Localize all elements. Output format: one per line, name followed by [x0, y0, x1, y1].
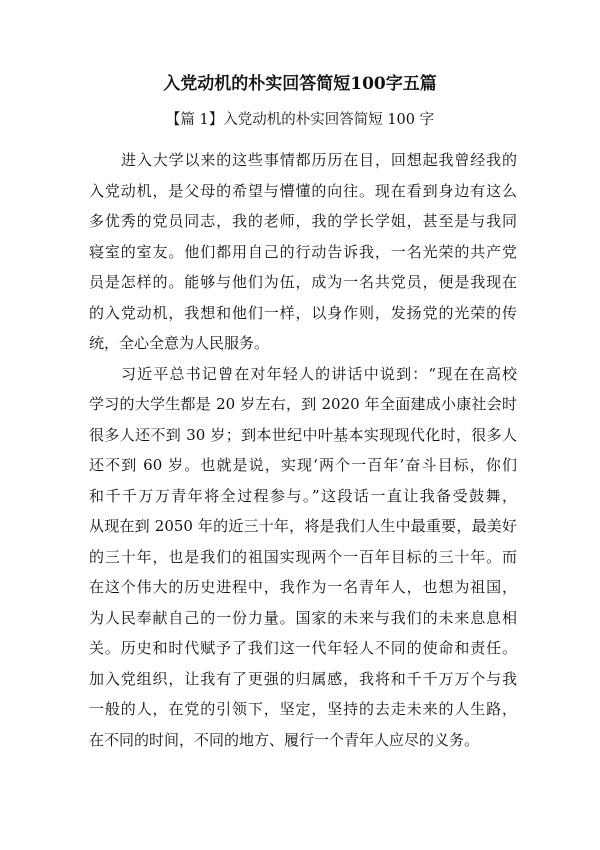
paragraph-line: 还不到 60 岁。也就是说，实现‘两个一百年’奋斗目标，你们	[89, 456, 517, 474]
paragraph-line: 一般的人，在党的引领下，坚定，坚持的去走未来的人生路，	[89, 700, 517, 718]
paragraph-line: 在这个伟大的历史进程中，我作为一名青年人，也想为祖国，	[89, 578, 517, 596]
paragraph-line: 多优秀的党员同志，我的老师，我的学长学姐，甚至是与我同	[89, 212, 517, 230]
paragraph-line: 入党动机，是父母的希望与懵懂的向往。现在看到身边有这么	[89, 181, 517, 200]
document-title: 入党动机的朴实回答简短100字五篇	[163, 74, 437, 94]
paragraph-line: 员是怎样的。能够与他们为伍，成为一名共党员，便是我现在	[89, 273, 517, 291]
paragraph-line: 加入党组织，让我有了更强的归属感，我将和千千万万个与我	[89, 669, 517, 688]
paragraph-line: 的三十年，也是我们的祖国实现两个一百年目标的三十年。而	[89, 547, 517, 566]
section-heading: 【篇 1】入党动机的朴实回答简短 100 字	[165, 112, 435, 128]
paragraph-line: 很多人还不到 30 岁；到本世纪中叶基本实现现代化时，很多人	[89, 425, 517, 444]
paragraph-line: 为人民奉献自己的一份力量。国家的未来与我们的未来息息相	[89, 608, 517, 627]
paragraph-line: 在不同的时间，不同的地方、履行一个青年人应尽的义务。	[89, 730, 480, 749]
paragraph-line: 和千千万万青年将全过程参与。”这段话一直让我备受鼓舞，	[89, 486, 517, 505]
paragraph-line: 进入大学以来的这些事情都历历在目，回想起我曾经我的	[121, 151, 517, 169]
paragraph-line: 习近平总书记曾在对年轻人的讲话中说到：“现在在高校	[121, 364, 517, 383]
paragraph-line: 从现在到 2050 年的近三十年，将是我们人生中最重要，最美好	[89, 517, 517, 535]
paragraph-line: 学习的大学生都是 20 岁左右，到 2020 年全面建成小康社会时	[89, 395, 517, 413]
paragraph-line: 统，全心全意为人民服务。	[89, 334, 270, 352]
paragraph-line: 的入党动机，我想和他们一样，以身作则，发扬党的光荣的传	[89, 303, 517, 322]
paragraph-line: 寝室的室友。他们都用自己的行动告诉我，一名光荣的共产党	[89, 242, 517, 261]
paragraph-line: 关。历史和时代赋予了我们这一代年轻人不同的使命和责任。	[89, 639, 517, 657]
